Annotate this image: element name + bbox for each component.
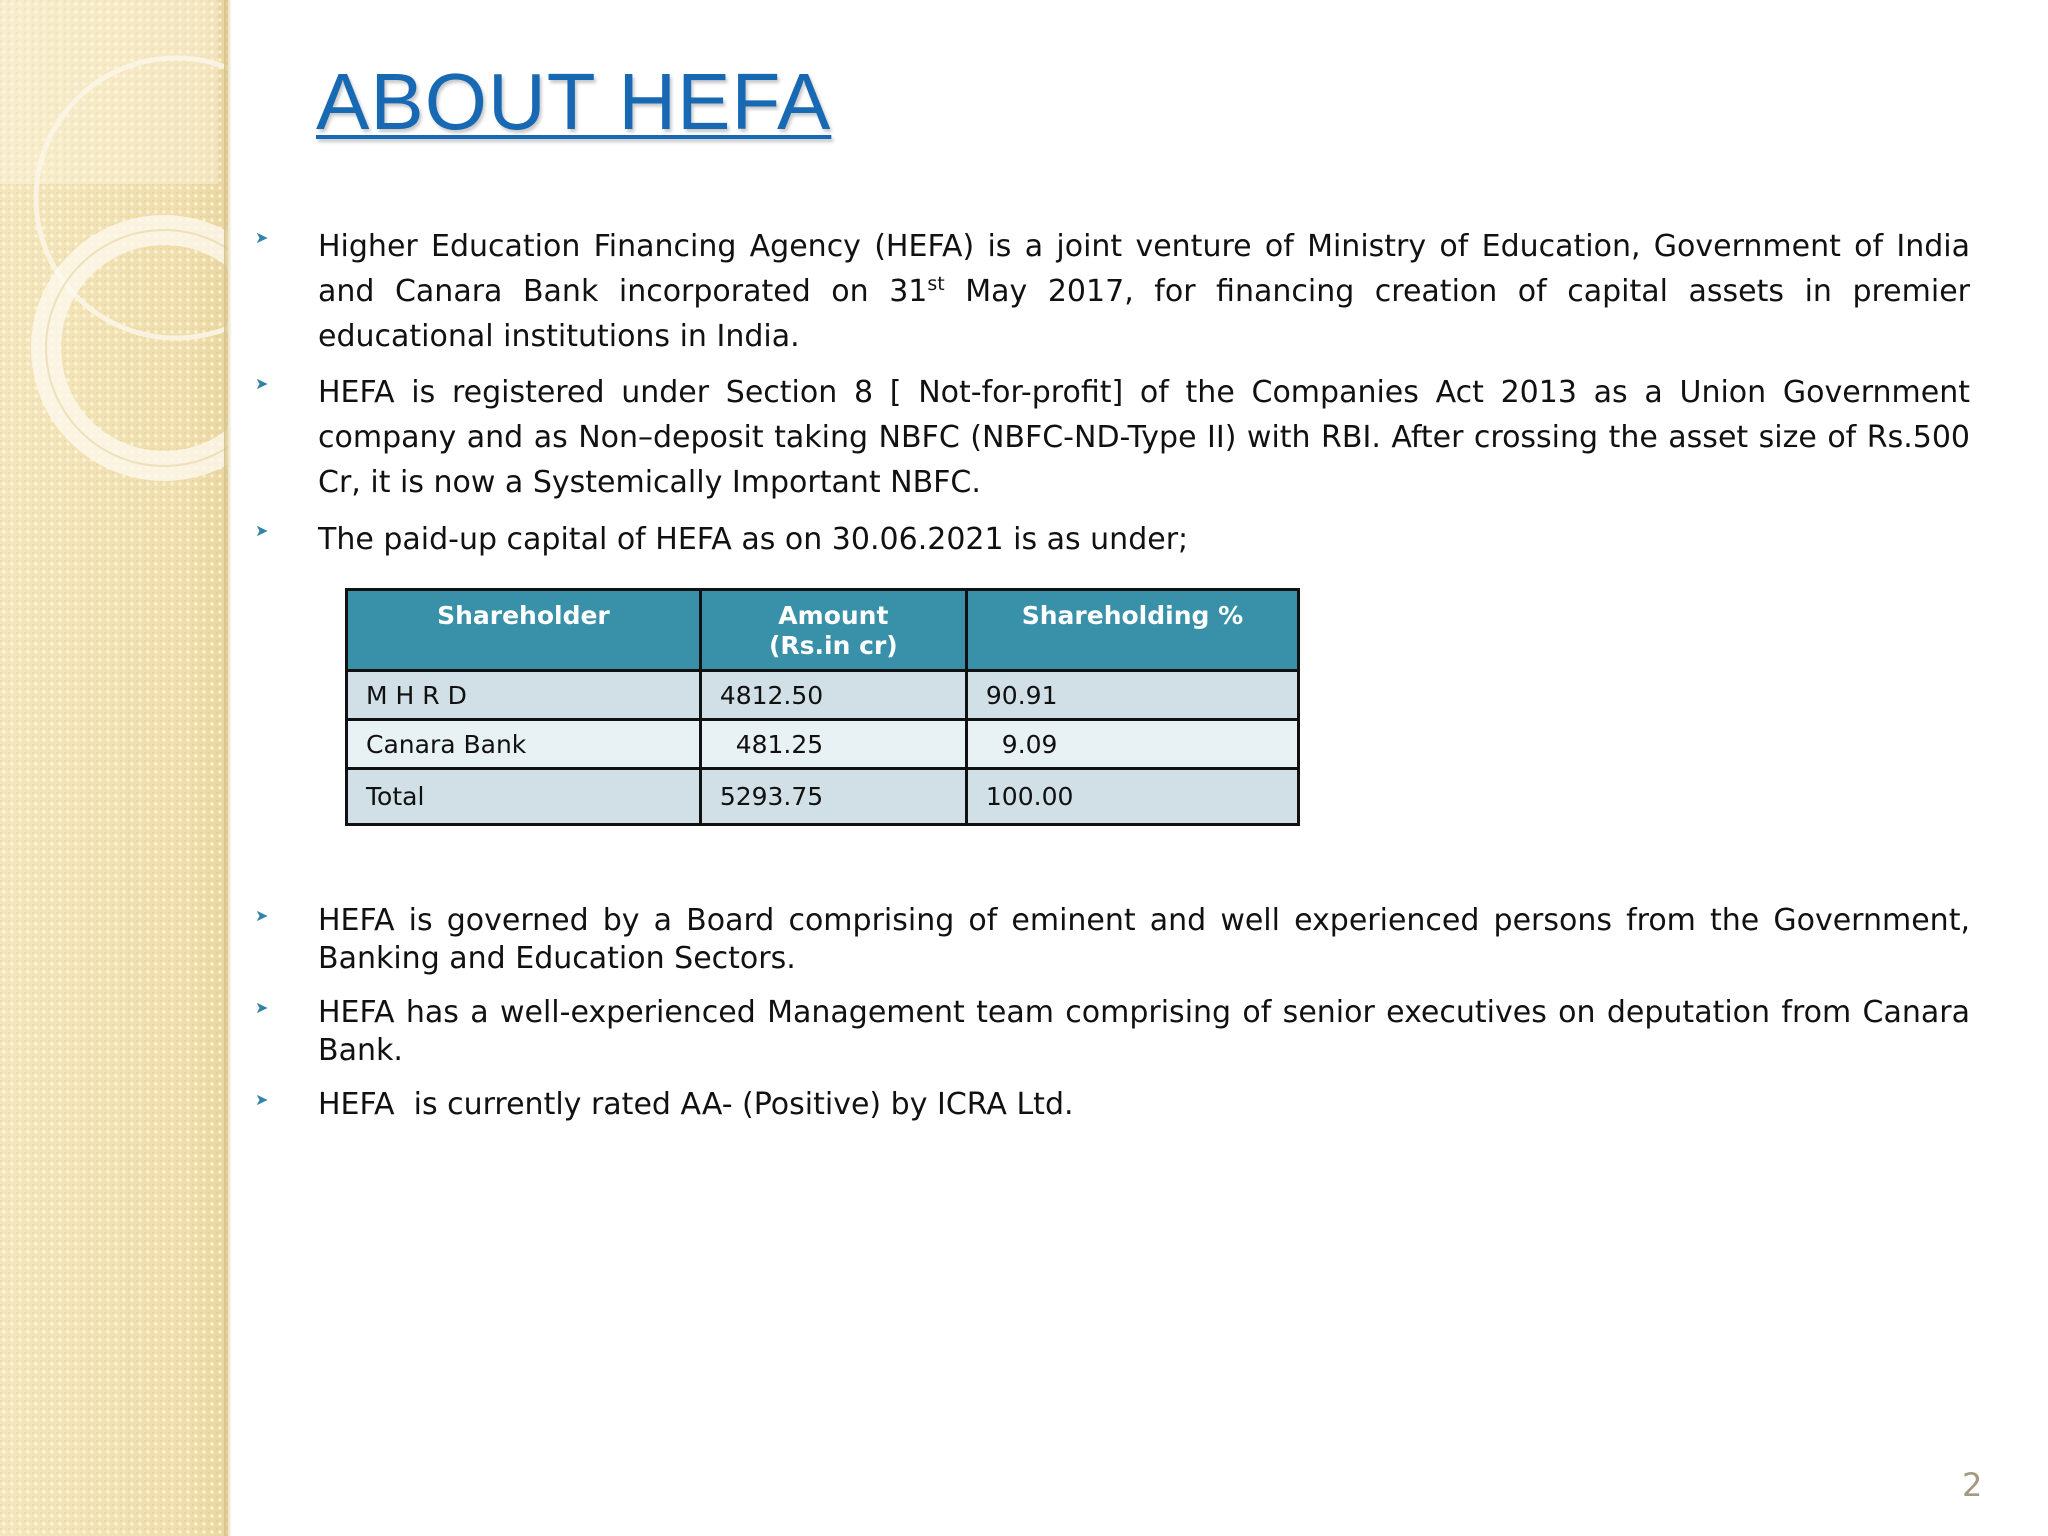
decorative-sidebar	[0, 0, 228, 1536]
bullet-text: HEFA is governed by a Board comprising of eminent and well experienced persons from the Government, Banking and Education Sectors.	[318, 903, 1970, 976]
arrowhead-bullet-icon: ➤	[255, 374, 269, 393]
header-amount-line2: (Rs.in cr)	[769, 631, 898, 660]
table-header-row	[347, 590, 1299, 671]
cell-percent: 90.91	[966, 671, 1298, 720]
bullet-text-part: May 2017, for financing creation of capital assets in premier educational institutions in India.	[318, 274, 1970, 354]
cell-amount: 481.25	[700, 720, 966, 769]
bullet-text: HEFA is currently rated AA- (Positive) by ICRA Ltd.	[318, 1087, 1074, 1122]
cell-shareholder: M H R D	[347, 671, 701, 720]
header-shareholding-percent: Shareholding %	[966, 590, 1298, 671]
bullet-text	[318, 224, 1970, 359]
header-amount	[700, 590, 966, 671]
cell-shareholder: Canara Bank	[347, 720, 701, 769]
slide-title: ABOUT HEFA	[316, 57, 832, 146]
arrowhead-bullet-icon: ➤	[255, 998, 269, 1017]
bullet-text: The paid-up capital of HEFA as on 30.06.2021 is as under;	[318, 522, 1189, 557]
paid-up-capital-table	[345, 588, 1300, 826]
ring-small	[46, 230, 228, 466]
cell-shareholder: Total	[347, 769, 701, 825]
cell-amount: 4812.50	[700, 671, 966, 720]
cell-amount: 5293.75	[700, 769, 966, 825]
page-number: 2	[1962, 1466, 1983, 1504]
bullet-text-part: Higher Education Financing Agency (HEFA) is a joint venture of Ministry of Education, Government of India and Canara Bank incorporated on 31	[318, 229, 1970, 309]
bullet-text: HEFA is registered under Section 8 [ Not-for-profit] of the Companies Act 2013 as a Union Government company and as Non–deposit taking NBFC (NBFC-ND-Type II) with RBI. After crossing the asset size of Rs.500 Cr, it is now a Systemically Important NBFC.	[318, 375, 1970, 500]
table-row	[347, 671, 1299, 720]
arrowhead-bullet-icon: ➤	[255, 521, 269, 540]
header-amount-line1: Amount	[778, 601, 889, 630]
arrowhead-bullet-icon: ➤	[255, 906, 269, 925]
table-row	[347, 720, 1299, 769]
arrowhead-bullet-icon: ➤	[255, 228, 269, 247]
table-row-total	[347, 769, 1299, 825]
arrowhead-bullet-icon: ➤	[255, 1090, 269, 1109]
ordinal-superscript: st	[927, 273, 945, 295]
cell-percent: 100.00	[966, 769, 1298, 825]
cell-percent: 9.09	[966, 720, 1298, 769]
sidebar-edge-shadow	[224, 0, 232, 1536]
bullet-text: HEFA has a well-experienced Management team comprising of senior executives on deputation from Canara Bank.	[318, 995, 1970, 1068]
decorative-rings	[0, 0, 228, 520]
header-shareholder: Shareholder	[347, 590, 701, 671]
